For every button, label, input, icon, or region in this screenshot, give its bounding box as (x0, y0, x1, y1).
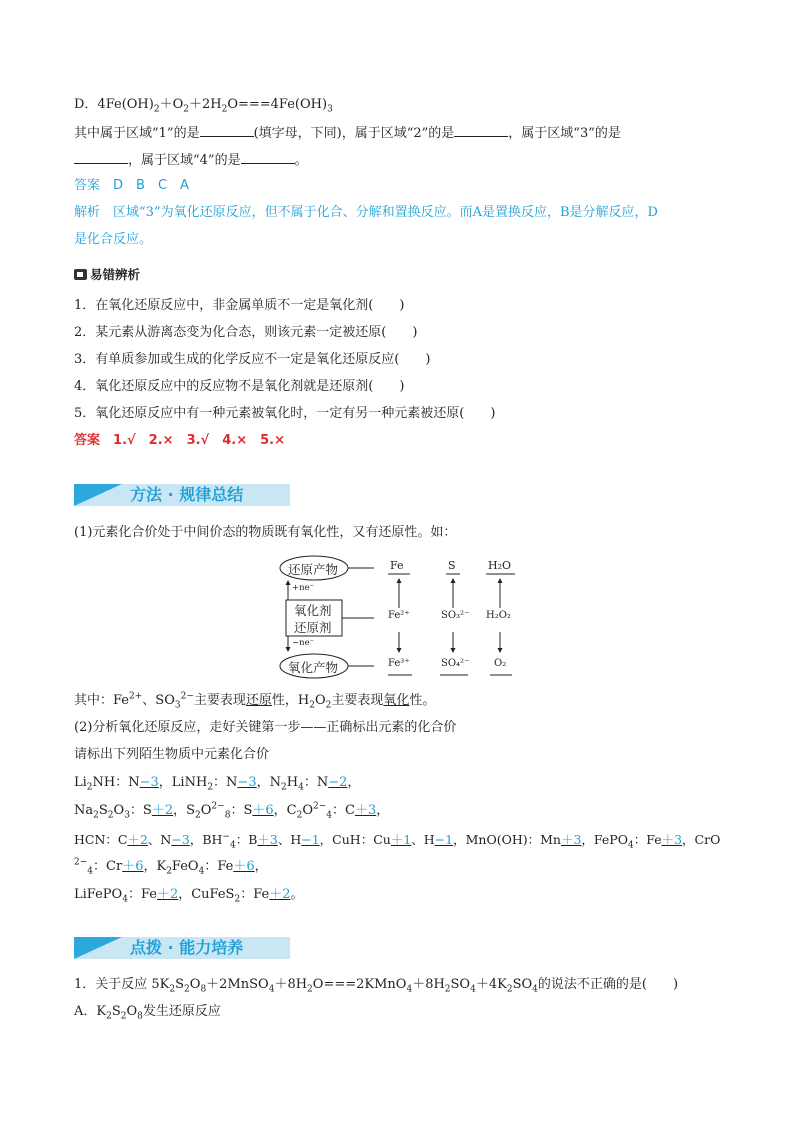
reductant-label: 还原剂 (294, 620, 332, 635)
question-line-2: ，属于区域“4”的是 。 (74, 150, 308, 170)
reduced-product-label: 还原产物 (288, 562, 339, 577)
answer-blank-2[interactable] (454, 123, 508, 137)
valence-row-1: $Li_2NH$：N−3，LiNH$_2$：N−3，$N_2H_4$：N−2， (74, 775, 361, 793)
method-note: 其中：$Fe^{2+}$、$SO_3^{2-}$主要表现还原性，$H_2O_2$主要表现氧化性。 (74, 691, 436, 711)
answer-label: 答案 (74, 178, 101, 193)
valence-row-4: $^{2-}_4$：Cr＋6，$K_2FeO_4$：Fe＋6， (74, 857, 268, 877)
method-banner (74, 482, 290, 508)
valence-row-3: HCN：C＋2、N−3，$BH^-_4$：B＋3、H−1，CuH：Cu＋1、H−1，MnO(OH)：Mn＋3，FePO$_4$：Fe＋3，CrO (74, 831, 721, 851)
h2o2-label: H₂O₂ (486, 610, 511, 621)
oxidized-product-label: 氧化产物 (288, 660, 339, 675)
fe-label: Fe (390, 559, 404, 572)
question-line-1: 其中属于区域“1”的是 (填字母，下同)，属于区域“2”的是 ，属于区域“3”的是 (74, 123, 621, 143)
answer-blank-4[interactable] (241, 150, 295, 164)
error-item-5: 5．氧化还原反应中有一种元素被氧化时，一定有另一种元素被还原( ) (74, 406, 496, 421)
error-section-title: 易错辨析 (74, 268, 140, 282)
ability-banner-title: 点拨 · 能力培养 (130, 938, 244, 957)
valence-row-5: LiFePO$_4$：Fe＋2，CuFeS$_2$：Fe＋2。 (74, 887, 304, 905)
fe2-label: Fe²⁺ (388, 610, 410, 621)
analysis-line-2: 是化合反应。 (74, 232, 153, 247)
fe3-label: Fe³⁺ (388, 658, 410, 669)
so4-label: SO₄²⁻ (441, 658, 470, 669)
method-paragraph-3: 请标出下列陌生物质中元素化合价 (74, 747, 270, 762)
section-marker-icon (74, 269, 87, 280)
oxidant-label: 氧化剂 (294, 603, 332, 618)
ability-banner (74, 935, 290, 961)
option-d: D．$4Fe(OH)_2+O_2+2H_2O===4Fe(OH)_3$ (74, 97, 333, 115)
method-banner-title: 方法 · 规律总结 (130, 485, 244, 504)
answer-blank-1[interactable] (200, 123, 254, 137)
analysis-line-1: 解析 区域“3”为氧化还原反应，但不属于化合、分解和置换反应。而A是置换反应，B是分解反应，D (74, 205, 658, 220)
o2-label: O₂ (494, 658, 507, 669)
method-paragraph-2: (2)分析氧化还原反应，走好关键第一步——正确标出元素的化合价 (74, 720, 457, 735)
answer-text: D B C A (113, 178, 189, 193)
h2o-label: H₂O (488, 559, 512, 572)
ability-question-1: 1．关于反应 $5K_2S_2O_8+2MnSO_4+8H_2O===2KMnO_4+8H_2SO_4+4K_2SO_4$的说法不正确的是( ) (74, 977, 679, 995)
s-label: S (448, 559, 456, 572)
redox-diagram (278, 554, 528, 682)
error-answer-label: 答案 (74, 433, 101, 448)
valence-row-2: $Na_2S_2O_3$：S＋2，$S_2O^{2-}_8$：S＋6，$C_2O^{2-}_4$：C＋3， (74, 801, 390, 821)
gain-electrons-label: +ne⁻ (292, 583, 315, 593)
error-item-1: 1．在氧化还原反应中，非金属单质不一定是氧化剂( ) (74, 298, 405, 313)
analysis-label: 解析 (74, 205, 101, 220)
ability-option-a: A．$K_2S_2O_8$发生还原反应 (74, 1004, 221, 1022)
error-item-3: 3．有单质参加或生成的化学反应不一定是氧化还原反应( ) (74, 352, 431, 367)
lose-electrons-label: −ne⁻ (292, 638, 315, 648)
error-item-4: 4．氧化还原反应中的反应物不是氧化剂就是还原剂( ) (74, 379, 405, 394)
method-paragraph-1: (1)元素化合价处于中间价态的物质既有氧化性，又有还原性。如： (74, 525, 457, 540)
error-answer-line (74, 432, 285, 450)
answer-blank-3[interactable] (74, 150, 128, 164)
error-item-2: 2．某元素从游离态变为化合态，则该元素一定被还原( ) (74, 325, 418, 340)
so3-label: SO₃²⁻ (441, 610, 470, 621)
answer-line (74, 177, 189, 195)
error-answer-text: 1.√ 2.× 3.√ 4.× 5.× (113, 433, 285, 448)
